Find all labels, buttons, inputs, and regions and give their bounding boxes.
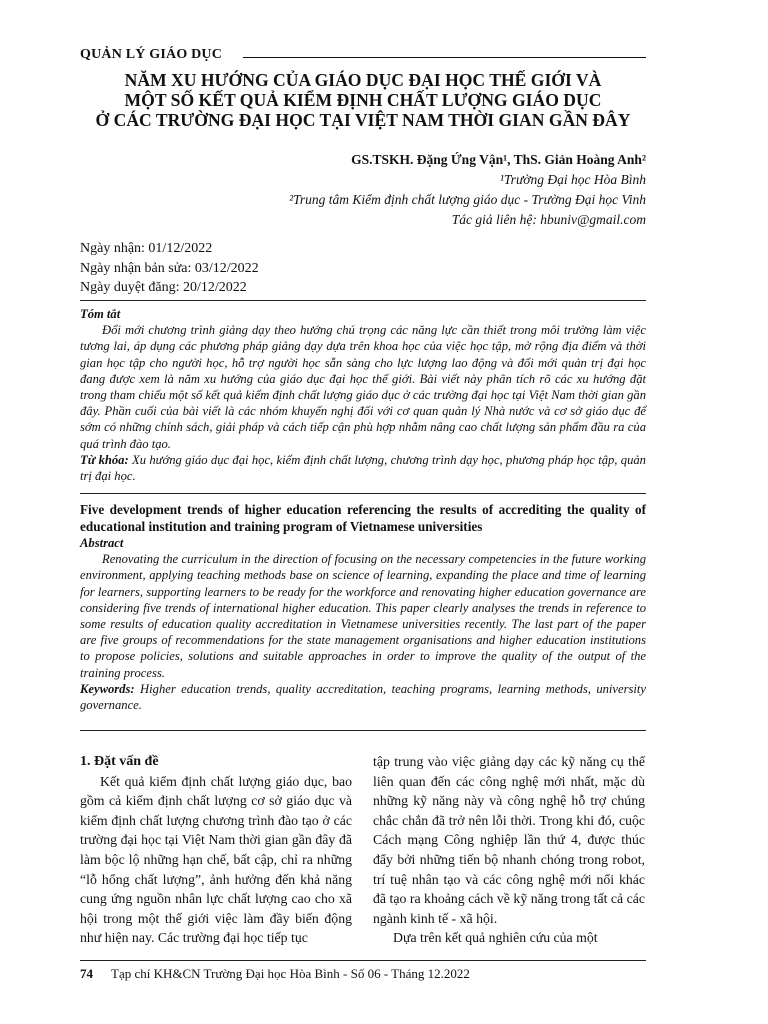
body-paragraph-1: Kết quả kiểm định chất lượng giáo dục, bao gồm cả kiểm định chất lượng cơ sở giáo dục và kiểm định chất lượng chương trình đào tạo ở các trường đại học tại Việt Nam thời gian gần đây đã làm bộc lộ những hạn chế, bất cập, chỉ ra những “lỗ hổng chất lượng”, ảnh hưởng đến khả năng cung ứng nguồn nhân lực chất lượng cao cho xã hội trong một thế giới việc làm đầy biến động như hiện nay. Các trường đại học tiếp tục — [80, 773, 352, 946]
author-names: GS.TSKH. Đặng Ứng Vận¹, ThS. Giản Hoàng Anh² — [351, 152, 646, 167]
affiliation-1: ¹Trường Đại học Hòa Bình — [499, 172, 646, 187]
contact-email: Tác giả liên hệ: hbuniv@gmail.com — [451, 212, 646, 227]
vn-abstract — [80, 306, 646, 484]
title-line-3: Ở CÁC TRƯỜNG ĐẠI HỌC TẠI VIỆT NAM THỜI GIAN GẦN ĐÂY — [95, 110, 631, 130]
vn-abstract-heading: Tóm tắt — [80, 307, 121, 321]
body-column-left — [80, 752, 352, 948]
date-accepted: Ngày duyệt đăng: 20/12/2022 — [80, 280, 247, 295]
journal-name: Tạp chí KH&CN Trường Đại học Hòa Bình - Số 06 - Tháng 12.2022 — [111, 966, 470, 981]
title-line-1: NĂM XU HƯỚNG CỦA GIÁO DỤC ĐẠI HỌC THẾ GIỚI VÀ — [124, 70, 602, 90]
body-paragraph-1-continued: tập trung vào việc giảng dạy các kỹ năng cụ thể liên quan đến các công nghệ mới nhất, mặc dù những kỹ năng này và công nghệ hỗ trợ chúng chắc chắn đã trở nên lỗi thời. Trong khi đó, cuộc Cách mạng Công nghiệp lần thứ 4, được thúc đẩy bởi những tiến bộ nhanh chóng trong robot, trí tuệ nhân tạo và các công nghệ mới nổi khác đã tạo ra khoảng cách về kỹ năng trong tất cả các ngành kinh tế - xã hội. — [373, 754, 645, 926]
author-block — [289, 150, 646, 230]
page-number: 74 — [80, 966, 93, 981]
footer-rule — [80, 960, 646, 961]
date-revised: Ngày nhận bản sửa: 03/12/2022 — [80, 260, 259, 276]
en-keywords-text: Higher education trends, quality accreditation, teaching programs, learning methods, university governance. — [80, 681, 646, 713]
en-abstract-body: Renovating the curriculum in the direction of focusing on the necessary competencies in the future working environment, applying teaching methods base on science of learning, expanding the place and time of learning for learners, supporting learners to be ready for the workforce and renovating higher education governance are considering five trends of international higher education. This paper clearly analyses the trends in reference to some results of education quality accreditation in Vietnamese universities recently. The last part of the paper are five groups of recommendations for the state management organisations and higher education institutions to propose policies, solutions and suitable approaches in order to improve the quality of the output of the training process. — [80, 552, 646, 680]
vn-keywords-label: Từ khóa: — [80, 452, 129, 467]
title-line-2: MỘT SỐ KẾT QUẢ KIỂM ĐỊNH CHẤT LƯỢNG GIÁO DỤC — [124, 90, 602, 110]
vn-keywords-text: Xu hướng giáo dục đại học, kiểm định chất lượng, chương trình dạy học, phương pháp học tập, quản trị đại học. — [80, 452, 646, 484]
body-paragraph-2: Dựa trên kết quả nghiên cứu của một — [393, 930, 598, 946]
en-abstract-heading: Abstract — [80, 536, 124, 550]
page-footer — [80, 966, 470, 982]
header-rule — [243, 57, 646, 58]
divider-bottom — [80, 730, 646, 731]
section-heading: 1. Đặt vấn đề — [80, 754, 159, 769]
body-column-right — [373, 752, 645, 948]
divider-middle — [80, 493, 646, 494]
vn-abstract-body: Đổi mới chương trình giảng dạy theo hướng chú trọng các năng lực cần thiết trong môi trường làm việc tương lai, áp dụng các phương pháp giảng dạy dựa trên khoa học của việc học tập, mở rộng địa điểm và thời gian học tập cho người học, hỗ trợ người học sẵn sàng cho lực lượng lao động và đổi mới quản trị đại học đang được xem là năm xu hướng của giáo dục đại học thế giới. Bài viết này phân tích rõ các xu hướng đặt trong tham chiếu một số kết quả kiểm định chất lượng giáo dục ở các trường đại học tại Việt Nam thời gian gần đây. Phần cuối của bài viết là các nhóm khuyến nghị đối với cơ quan quản lý Nhà nước và cơ sở giáo dục để sớm có những chính sách, giải pháp và cách tiếp cận phù hợp nhằm nâng cao chất lượng sản phẩm đầu ra của quá trình đào tạo. — [80, 323, 646, 451]
divider-top — [80, 300, 646, 301]
article-dates — [80, 239, 259, 298]
en-abstract — [80, 535, 646, 713]
vn-keywords — [80, 452, 646, 484]
en-keywords-label: Keywords: — [80, 681, 135, 696]
date-received: Ngày nhận: 01/12/2022 — [80, 241, 213, 256]
section-label: QUẢN LÝ GIÁO DỤC — [80, 47, 223, 62]
article-title — [80, 70, 646, 130]
english-title: Five development trends of higher education referencing the results of accrediting the quality of educational institution and training program of Vietnamese universities — [80, 502, 646, 534]
affiliation-2: ²Trung tâm Kiểm định chất lượng giáo dục - Trường Đại học Vinh — [289, 192, 646, 207]
en-keywords — [80, 681, 646, 713]
